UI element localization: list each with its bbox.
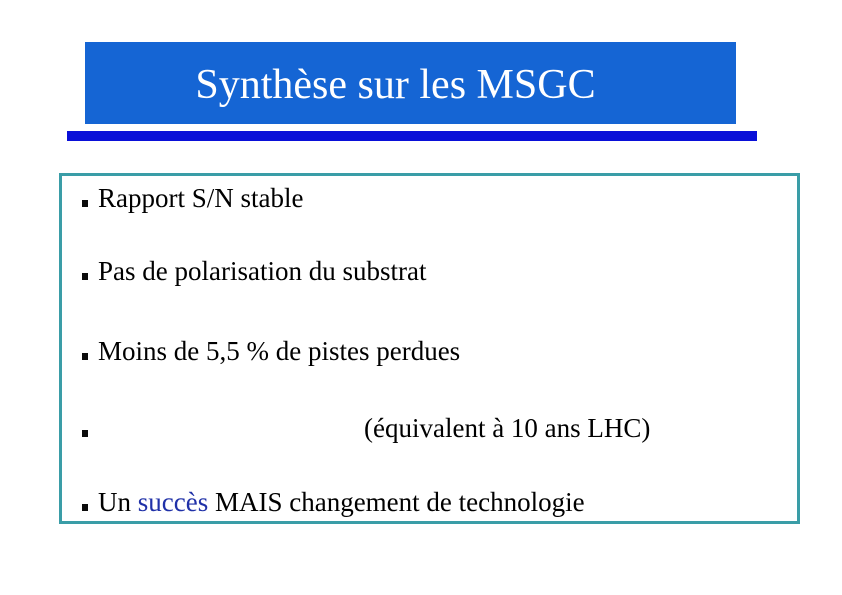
title-underline-bar — [67, 131, 757, 141]
bullet-text: Pas de polarisation du substrat — [98, 256, 427, 286]
bullet-marker-icon — [82, 353, 88, 360]
bullet-text: (équivalent à 10 ans LHC) — [364, 413, 651, 443]
slide-title: Synthèse sur les MSGC — [195, 62, 596, 108]
bullet-text-prefix: Un — [98, 487, 138, 517]
bullet-text-suffix: MAIS changement de technologie — [208, 487, 585, 517]
bullet-marker-icon — [82, 273, 88, 280]
bullet-text — [98, 485, 585, 519]
slide-title-banner — [85, 42, 736, 124]
bullet-marker-icon — [82, 504, 88, 511]
bullet-text: Moins de 5,5 % de pistes perdues — [98, 336, 461, 366]
bullet-marker-icon — [82, 200, 88, 207]
bullet-text: Rapport S/N stable — [98, 183, 304, 213]
emphasized-word: succès — [137, 487, 209, 517]
bullet-marker-icon — [82, 430, 88, 437]
